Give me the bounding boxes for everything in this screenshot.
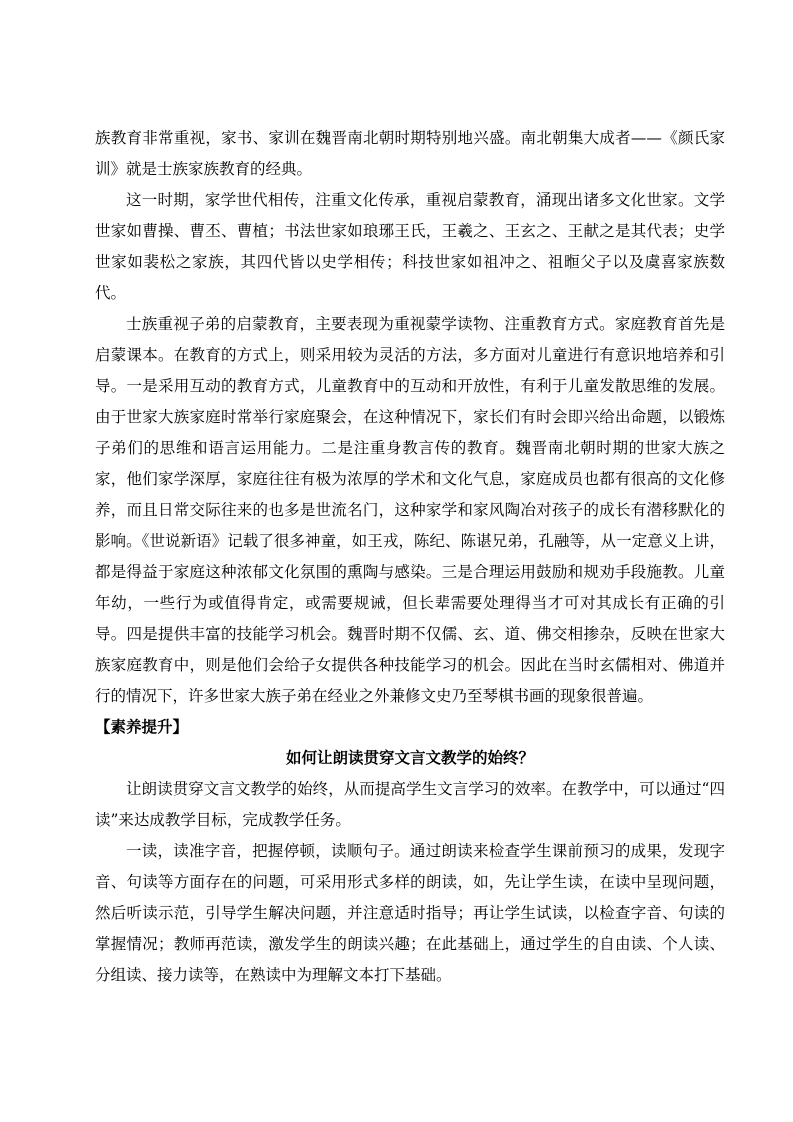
section-title: 如何让朗读贯穿文言文教学的始终？ <box>285 749 534 767</box>
paragraph-5: 一读，读准字音，把握停顿，读顺句子。通过朗读来检查学生课前预习的成果，发现字音、句读等方面存在的问题，可采用形式多样的朗读，如，先让学生读，在读中呈现问题，然后听读示范，引导学生解决问题，并注意适时指导；再让学生试读，以检查字音、句读的掌握情况；教师再范读，激发学生的朗读兴趣；在此基础上，通过学生的自由读、个人读、分组读、接力读等，在熟读中为理解文本打下基础。 <box>95 842 725 984</box>
section-label: 【素养提升】 <box>95 718 189 736</box>
paragraph-1: 族教育非常重视，家书、家训在魏晋南北朝时期特别地兴盛。南北朝集大成者——《颜氏家训》就是士族家族教育的经典。 <box>95 129 725 178</box>
paragraph-3: 士族重视子弟的启蒙教育，主要表现为重视蒙学读物、注重教育方式。家庭教育首先是启蒙课本。在教育的方式上，则采用较为灵活的方法，多方面对儿童进行有意识地培养和引导。一是采用互动的教育方式，儿童教育中的互动和开放性，有利于儿童发散思维的发展。由于世家大族家庭时常举行家庭聚会，在这种情况下，家长们有时会即兴给出命题，以锻炼子弟们的思维和语言运用能力。二是注重身教言传的教育。魏晋南北朝时期的世家大族之家，他们家学深厚，家庭往往有极为浓厚的学术和文化气息，家庭成员也都有很高的文化修养，而且日常交际往来的也多是世流名门，这种家学和家风陶冶对孩子的成长有潜移默化的影响。《世说新语》记载了很多神童，如王戎，陈纪、陈谌兄弟，孔融等，从一定意义上讲，都是得益于家庭这种浓郁文化氛围的熏陶与感染。三是合理运用鼓励和规劝手段施教。儿童年幼，一些行为或值得肯定，或需要规诫，但长辈需要处理得当才可对其成长有正确的引导。四是提供丰富的技能学习机会。魏晋时期不仅儒、玄、道、佛交相掺杂，反映在世家大族家庭教育中，则是他们会给子女提供各种技能学习的机会。因此在当时玄儒相对、佛道并行的情况下，许多世家大族子弟在经业之外兼修文史乃至琴棋书画的现象很普遍。 <box>95 315 725 705</box>
document-body <box>95 123 725 991</box>
paragraph-4: 让朗读贯穿文言文教学的始终，从而提高学生文言学习的效率。在教学中，可以通过“四读”来达成教学目标，完成教学任务。 <box>95 780 725 829</box>
paragraph-2: 这一时期，家学世代相传，注重文化传承，重视启蒙教育，涌现出诸多文化世家。文学世家如曹操、曹丕、曹植；书法世家如琅琊王氏，王羲之、王玄之、王献之是其代表；史学世家如裴松之家族，其四代皆以史学相传；科技世家如祖冲之、祖暅父子以及虞喜家族数代。 <box>95 191 725 302</box>
